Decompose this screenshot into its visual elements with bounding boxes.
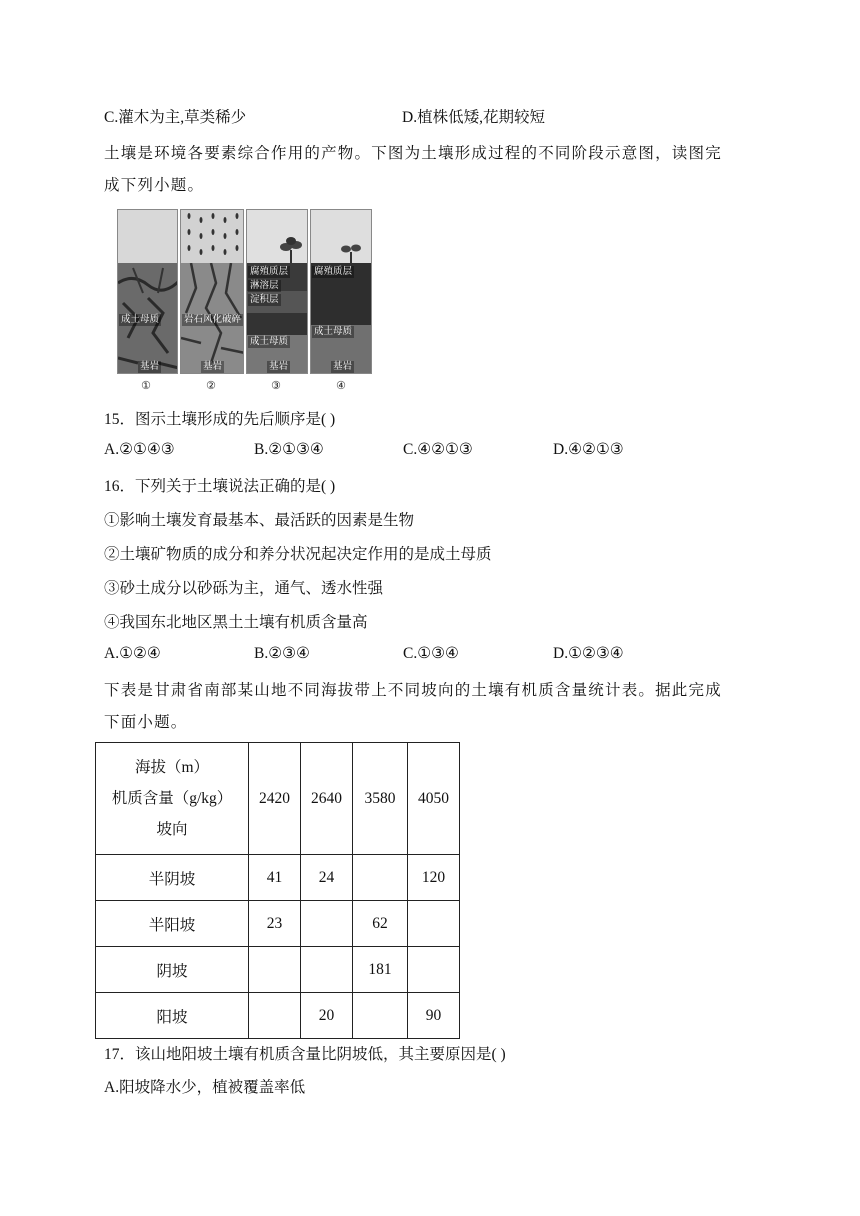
seedling-icon: [311, 210, 372, 263]
label-illuvial: 淀积层: [250, 294, 279, 305]
altitude-2640: 2640: [301, 743, 353, 855]
value-cell: 23: [249, 901, 301, 947]
stage-number-1: ①: [141, 379, 151, 392]
label-bedrock-1: 基岩: [140, 361, 160, 372]
option-c-prev: C.灌木为主,草类稀少: [104, 109, 247, 126]
q15-question: 15．图示土壤形成的先后顺序是( ): [104, 411, 336, 428]
value-cell: 20: [301, 993, 353, 1039]
q16-question: 16．下列关于土壤说法正确的是( ): [104, 478, 336, 495]
stage-2-column: [180, 209, 244, 374]
altitude-3580: 3580: [353, 743, 408, 855]
header-content-label: 机质含量（g/kg）: [111, 790, 233, 807]
label-weathering: 岩石风化破碎: [184, 314, 242, 325]
label-bedrock-3: 基岩: [269, 361, 289, 372]
label-bedrock-4: 基岩: [333, 361, 353, 372]
label-parent-material-1: 成土母质: [121, 314, 160, 325]
soil-organic-matter-table: [95, 742, 460, 1039]
value-cell: [408, 901, 460, 947]
intro-line-1: 土壤是环境各要素综合作用的产物。下图为土壤形成过程的不同阶段示意图，读图完: [104, 145, 722, 162]
value-cell: [408, 947, 460, 993]
table-row: [96, 993, 460, 1039]
value-cell: 181: [353, 947, 408, 993]
aspect-cell: 半阳坡: [96, 901, 249, 947]
altitude-4050: 4050: [408, 743, 460, 855]
label-humus-3: 腐殖质层: [250, 266, 289, 277]
value-cell: [353, 993, 408, 1039]
label-bedrock-2: 基岩: [203, 361, 223, 372]
plant-icon: [247, 210, 308, 263]
value-cell: [249, 947, 301, 993]
table-header-row: [96, 743, 460, 855]
intro2-line-2: 下面小题。: [104, 714, 188, 731]
header-aspect-label: 坡向: [156, 821, 188, 838]
q16-statement-4: ④我国东北地区黑土土壤有机质含量高: [104, 614, 368, 631]
rain-icon: [181, 210, 244, 263]
value-cell: [301, 947, 353, 993]
option-d-prev: D.植株低矮,花期较短: [402, 109, 545, 126]
header-altitude-label: 海拔（m）: [134, 759, 210, 776]
value-cell: 24: [301, 855, 353, 901]
stage-3-column: [246, 209, 308, 374]
q15-option-d: D.④②①③: [553, 441, 624, 458]
q16-option-c: C.①③④: [403, 645, 459, 662]
value-cell: 90: [408, 993, 460, 1039]
q17-option-a: A.阳坡降水少，植被覆盖率低: [104, 1079, 306, 1096]
aspect-cell: 半阴坡: [96, 855, 249, 901]
intro-line-2: 成下列小题。: [104, 177, 205, 194]
q17-question: 17．该山地阳坡土壤有机质含量比阴坡低，其主要原因是( ): [104, 1046, 506, 1063]
q15-option-a: A.②①④③: [104, 441, 175, 458]
aspect-cell: 阳坡: [96, 993, 249, 1039]
value-cell: 41: [249, 855, 301, 901]
stage-number-4: ④: [336, 379, 346, 392]
label-eluvial: 淋溶层: [250, 280, 279, 291]
stage-4-column: [310, 209, 372, 374]
value-cell: 120: [408, 855, 460, 901]
intro2-line-1: 下表是甘肃省南部某山地不同海拔带上不同坡向的土壤有机质含量统计表。据此完成: [104, 682, 722, 699]
label-humus-4: 腐殖质层: [314, 266, 353, 277]
header-diagonal-cell: [96, 743, 249, 855]
stage-number-3: ③: [271, 379, 281, 392]
stage-1-column: [117, 209, 178, 374]
value-cell: [301, 901, 353, 947]
q16-statement-2: ②土壤矿物质的成分和养分状况起决定作用的是成土母质: [104, 546, 492, 563]
label-parent-material-3: 成土母质: [250, 336, 289, 347]
q15-option-b: B.②①③④: [254, 441, 324, 458]
q16-statement-1: ①影响土壤发育最基本、最活跃的因素是生物: [104, 512, 415, 529]
q16-statement-3: ③砂土成分以砂砾为主，通气、透水性强: [104, 580, 384, 597]
q16-option-d: D.①②③④: [553, 645, 624, 662]
value-cell: 62: [353, 901, 408, 947]
q15-option-c: C.④②①③: [403, 441, 473, 458]
stage-number-2: ②: [206, 379, 216, 392]
table-row: [96, 855, 460, 901]
q16-option-a: A.①②④: [104, 645, 161, 662]
soil-formation-figure: [117, 209, 373, 395]
q16-option-b: B.②③④: [254, 645, 310, 662]
aspect-cell: 阴坡: [96, 947, 249, 993]
table-row: [96, 901, 460, 947]
label-parent-material-4: 成土母质: [314, 326, 353, 337]
altitude-2420: 2420: [249, 743, 301, 855]
value-cell: [249, 993, 301, 1039]
value-cell: [353, 855, 408, 901]
table-row: [96, 947, 460, 993]
